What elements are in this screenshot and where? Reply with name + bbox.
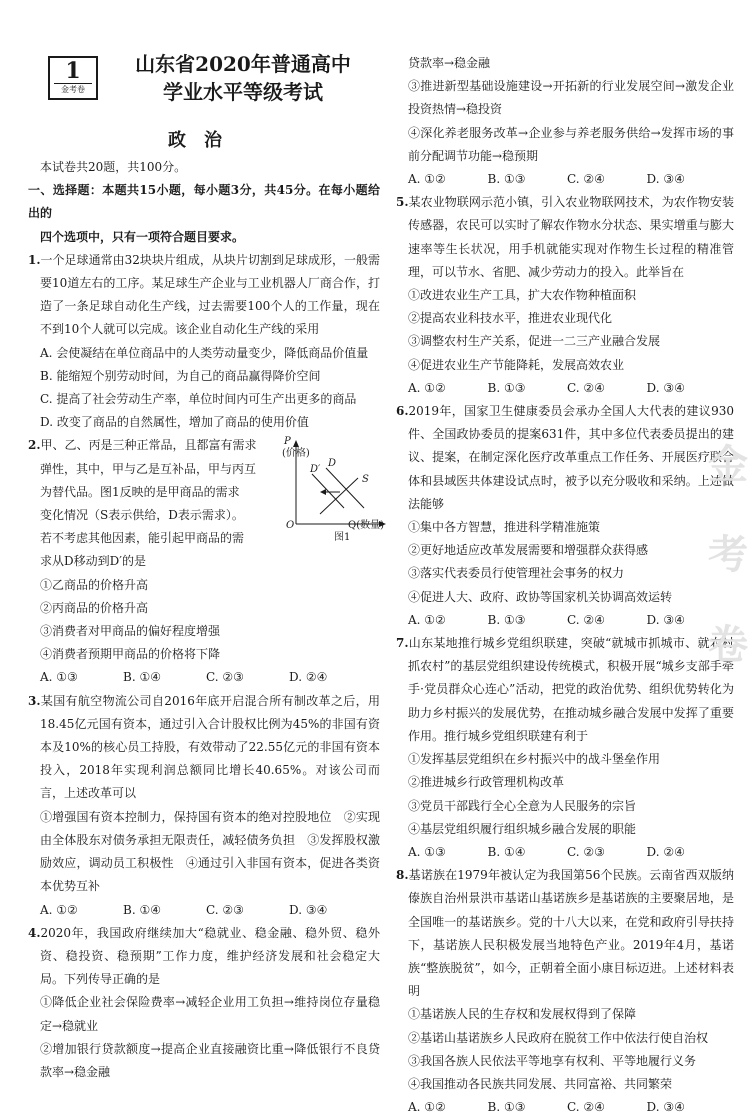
option-2: ②推进城乡行政管理机构改革 [408,775,565,790]
choice-b[interactable]: B. ①④ [123,902,161,917]
exam-header [28,52,380,156]
question-stem-line: 求从D移动到D′的是 [40,554,146,569]
choice-d[interactable]: D. ②④ [646,844,685,859]
option-4: ④深化养老服务改革→企业参与养老服务供给→发挥市场的事前分配调节功能→稳预期 [408,125,734,163]
badge-number: 1 [65,58,81,84]
option-3: ③党员干部践行全心全意为人民服务的宗旨 [408,798,637,813]
option-3: ③落实代表委员行使管理社会事务的权力 [408,566,625,581]
choice-d[interactable]: D. ③④ [646,1100,685,1115]
choice-b[interactable]: B. ①③ [487,612,526,627]
exam-title-line1: 山东省2020年普通高中 [135,52,351,76]
option-4: ④我国推动各民族共同发展、共同富裕、共同繁荣 [408,1076,673,1091]
y-axis-arrow [293,440,299,447]
option-1: ①基诺族人民的生存权和发展权得到了保障 [408,1007,637,1022]
choice-d[interactable]: D. ②④ [289,670,328,685]
question-stem: 某农业物联网示范小镇，引入农业物联网技术，为农作物安装传感器，农民可以实时了解农作物水分状态、果实增重与膨大速率等生长状况，用手机就能实现对作物生长过程的精准管理，可以节水、省肥、减少劳动力的投入。此举旨在 [408,195,734,279]
badge-text: 金考卷 [54,83,92,96]
answer-choices [28,666,380,689]
choice-b[interactable]: B. ①④ [487,844,526,859]
x-axis-label: Q(数量) [348,520,385,532]
question-number: 7. [396,636,409,651]
question-3 [28,690,380,922]
choice-c[interactable]: C. ②④ [567,172,605,187]
question-4-continued [396,52,734,191]
option-1: ①集中各方智慧，推进科学精准施策 [408,520,601,535]
watermark [706,420,750,720]
answer-choices [396,377,734,400]
option-2: ②提高农业科技水平，推进农业现代化 [408,311,613,326]
choice-d[interactable]: D. ③④ [646,612,685,627]
question-number: 5. [396,195,409,210]
question-6 [396,400,734,632]
choice-a[interactable]: A. ①② [408,612,446,627]
choice-c[interactable]: C. ②③ [206,902,244,917]
option-c[interactable]: C. 提高了社会劳动生产率，单位时间内可生产出更多的商品 [40,392,357,407]
option-4: ④促进人大、政府、政协等国家机关协调高效运转 [408,589,673,604]
option-1: ①改进农业生产工具，扩大农作物种植面积 [408,288,637,303]
d-label: D [328,458,337,470]
choice-c[interactable]: C. ②④ [567,1100,605,1115]
choice-a[interactable]: A. ①② [408,380,446,395]
question-8 [396,864,734,1119]
question-4 [28,922,380,1079]
option-list: ①增强国有资本控制力，保持国有资本的绝对控股地位 ②实现由全体股东对债务承担无限责任，减轻债务负担 ③发挥股权激励效应，调动员工积极性 ④通过引入非国有资本，促进各类资本优势互补 [40,809,380,894]
option-b[interactable]: B. 能缩短个别劳动时间，为自己的商品赢得降价空间 [40,368,321,383]
y-axis-unit: (价格) [282,448,310,460]
d-prime-label: D′ [310,464,321,476]
watermark-char: 金 [708,441,748,488]
choice-d[interactable]: D. ③④ [646,172,685,187]
choice-a[interactable]: A. ①② [408,1100,446,1115]
option-d[interactable]: D. 改变了商品的自然属性，增加了商品的使用价值 [40,415,309,430]
choice-c[interactable]: C. ②④ [567,612,605,627]
question-stem: 基诺族在1979年被认定为我国第56个民族。云南省西双版纳傣族自治州景洪市基诺山基诺族乡是基诺族的主要聚居地，是全国唯一的基诺族乡。党的十八大以来，在党和政府引导扶持下，基诺族人民积极发展当地特色产业。2019年4月，基诺族“整族脱贫”，如今，正朝着全面小康目标迈进。上述材料表明 [408,868,734,999]
figure-caption: 图1 [334,532,351,544]
question-number: 3. [28,693,41,708]
shift-arrow-head [320,489,326,495]
choice-b[interactable]: B. ①③ [487,380,526,395]
d-curve [326,468,364,508]
s-label: S [362,474,369,486]
option-4: ④消费者预期甲商品的价格将下降 [40,647,221,662]
exam-title-line2: 学业水平等级考试 [163,80,323,104]
question-stem-line: 若不考虑其他因素，能引起甲商品的需 [40,531,245,546]
choice-d[interactable]: D. ③④ [646,380,685,395]
question-stem-line: 弹性，其中，甲与乙是互补品，甲与丙互 [40,461,257,476]
question-number: 6. [396,404,409,419]
question-stem: 山东某地推行城乡党组织联建，突破“就城市抓城市、就农村抓农村”的基层党组织建设传统模式，积极开展“城乡支部手牵手·党员群众心连心”活动，把党的政治优势、组织优势转化为助力乡村振兴的发展优势，在推动城乡融合发展中发挥了重要作用。推行城乡党组织联建有利于 [408,636,734,743]
question-7 [396,632,734,864]
question-2 [28,434,385,689]
option-2: ②基诺山基诺族乡人民政府在脱贫工作中依法行使自治权 [408,1030,709,1045]
option-2: ②更好地适应改革发展需要和增强群众获得感 [408,543,649,558]
question-stem: 一个足球通常由32块块片组成，从块片切割到足球成形，一般需要10道左右的工序。某足球生产企业与工业机器人厂商合作，打造了一条足球自动化生产线，过去需要100个人的工作量，现在不到10个人就可以完成。该企业自动化生产线的采用 [40,252,380,337]
option-3: ③我国各族人民依法平等地享有权利、平等地履行义务 [408,1053,697,1068]
question-1 [28,249,380,435]
choice-a[interactable]: A. ①② [40,902,78,917]
origin-label: O [286,520,295,532]
question-stem: 2020年，我国政府继续加大“稳就业、稳金融、稳外贸、稳外资、稳投资、稳预期”工作力度，维护经济发展和社会稳定大局。下列传导正确的是 [40,925,380,987]
option-4: ④基层党组织履行组织城乡融合发展的职能 [408,821,637,836]
exam-total-note: 本试卷共20题，共100分。 [40,160,187,174]
answer-choices [396,168,734,191]
option-3: ③消费者对甲商品的偏好程度增强 [40,624,221,639]
section1-heading-line1: 一、选择题：本题共15小题，每小题3分，共45分。在每小题给出的 [28,183,380,221]
watermark-char: 卷 [708,621,748,668]
choice-a[interactable]: A. ①③ [408,844,446,859]
choice-a[interactable]: A. ①③ [40,670,78,685]
question-5 [396,191,734,400]
choice-d[interactable]: D. ③④ [289,902,328,917]
answer-choices [28,899,380,922]
option-1: ①发挥基层党组织在乡村振兴中的战斗堡垒作用 [408,752,661,767]
subject-title: 政治 [168,130,240,151]
choice-b[interactable]: B. ①④ [123,670,161,685]
question-stem-line: 甲、乙、丙是三种正常品，且都富有需求 [40,438,257,453]
option-3: ③推进新型基础设施建设→开拓新的行业发展空间→激发企业投资热情→稳投资 [408,79,734,117]
answer-choices [396,609,734,632]
question-number: 4. [28,925,41,940]
question-number: 2. [28,438,41,453]
option-2: ②丙商品的价格升高 [40,600,149,615]
section1-heading-line2: 四个选项中，只有一项符合题目要求。 [40,229,245,244]
y-axis-label: P [284,436,291,448]
option-1: ①降低企业社会保险费率→减轻企业用工负担→维持岗位存量稳定→稳就业 [40,995,380,1033]
option-2: ②增加银行贷款额度→提高企业直接融资比重→降低银行不良贷款率→稳金融 [40,1041,380,1079]
option-4: ④促进农业生产节能降耗，发展高效农业 [408,357,625,372]
choice-c[interactable]: C. ②③ [206,670,244,685]
question-stem: 某国有航空物流公司自2016年底开启混合所有制改革之后，用18.45亿元国有资本，通过引入合计股权比例为45%的非国有资本及10%的核心员工持股，有效带动了22.55亿元的非国有资本投入，2018年实现利润总额同比增长40.65%。对该公司而言，上述改革可以 [40,693,380,801]
answer-choices [396,841,734,864]
question-stem-line: 变化情况（S表示供给，D表示需求）。 [40,508,244,523]
d-prime-curve [312,474,344,508]
answer-choices [396,1096,734,1119]
choice-a[interactable]: A. ①② [408,172,446,187]
question-number: 8. [396,868,409,883]
option-a[interactable]: A. 会使凝结在单位商品中的人类劳动量变少，降低商品价值量 [40,345,369,360]
question-stem: 2019年，国家卫生健康委员会承办全国人大代表的建议930件、全国政协委员的提案631件，其中多位代表委员提出的建议、提案，在制定深化医疗改革重点工作任务、开展医疗联合体和县域医共体建设试点时，被予以充分吸收和采纳。上述做法能够 [408,404,734,511]
watermark-char: 考 [708,531,748,578]
choice-b[interactable]: B. ①③ [487,1100,526,1115]
supply-demand-figure [278,438,390,546]
edition-badge [48,56,98,100]
right-column [396,52,734,1119]
option-3: ③调整农村生产关系，促进一二三产业融合发展 [408,334,661,349]
question-number: 1. [28,252,41,267]
question-stem-line: 为替代品。图1反映的是甲商品的需求 [40,484,240,499]
choice-b[interactable]: B. ①③ [487,172,526,187]
left-column [28,52,385,1079]
option-2-continued: 贷款率→稳金融 [408,56,491,70]
choice-c[interactable]: C. ②④ [567,380,605,395]
option-1: ①乙商品的价格升高 [40,577,149,592]
choice-c[interactable]: C. ②③ [567,844,605,859]
